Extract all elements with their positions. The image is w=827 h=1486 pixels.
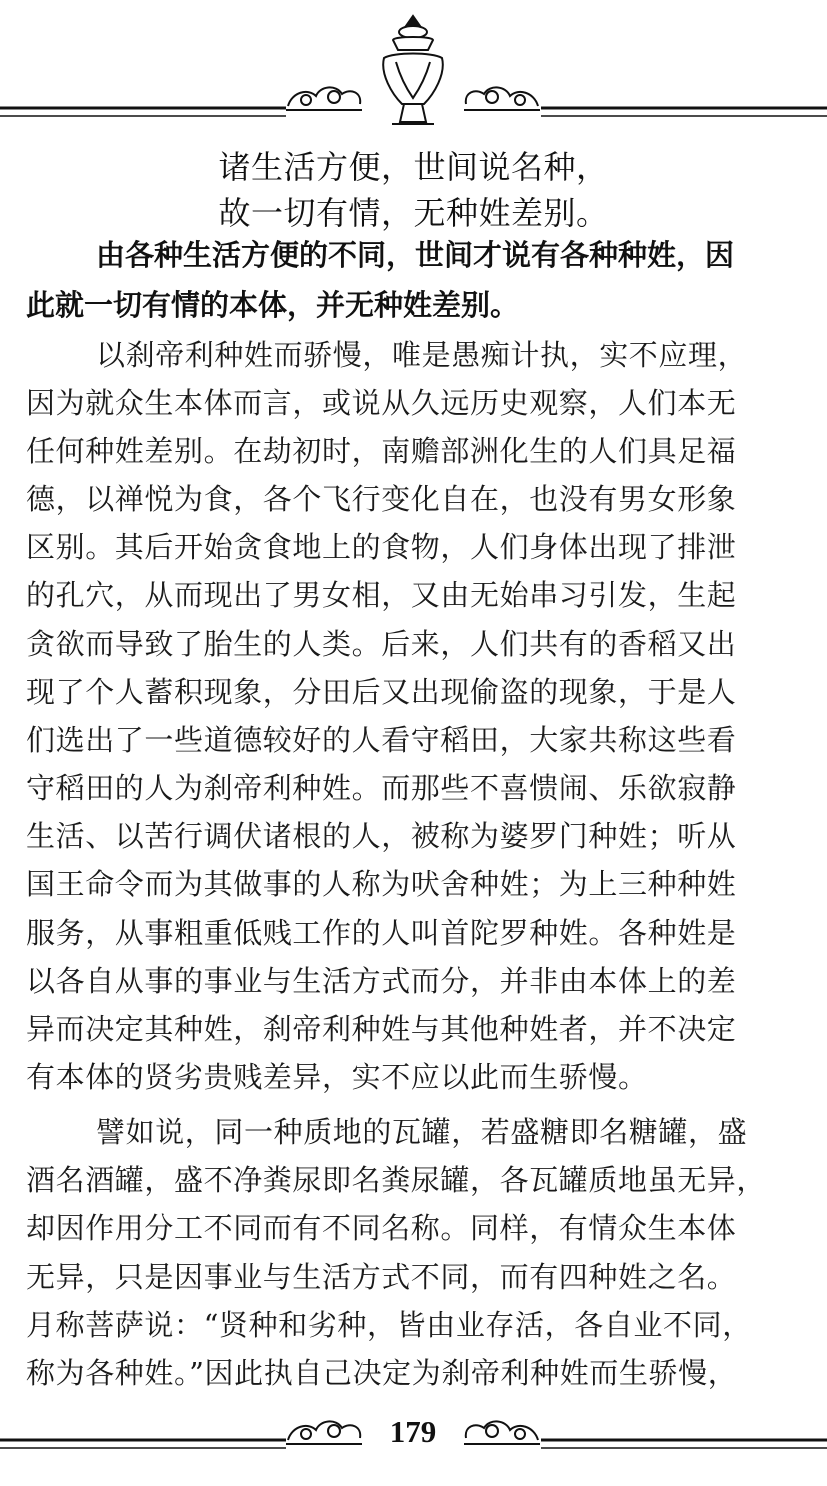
paragraph-line: 的孔穴，从而现出了男女相，又由无始串习引发，生起 [26,578,737,612]
paragraph-line: 譬如说，同一种质地的瓦罐，若盛糖即名糖罐，盛 [96,1115,748,1149]
paragraph-line: 区别。其后开始贪食地上的食物，人们身体出现了排泄 [26,530,737,564]
paragraph-line: 贪欲而导致了胎生的人类。后来，人们共有的香稻又出 [26,627,737,661]
paragraph-line: 现了个人蓄积现象，分田后又出现偷盗的现象，于是人 [26,675,737,709]
footer-rule-right [541,1440,827,1448]
paragraph-line: 们选出了一些道德较好的人看守稻田，大家共称这些看 [26,723,737,757]
summary-line-2: 此就一切有情的本体，并无种姓差别。 [26,288,520,322]
footer-cloud-right-icon [464,1421,540,1444]
verse-line-1: 诸生活方便，世间说名种， [218,148,609,186]
paragraph-line: 酒名酒罐，盛不净粪尿即名粪尿罐，各瓦罐质地虽无异， [26,1163,767,1197]
paragraph-line: 以各自从事的事业与生活方式而分，并非由本体上的差 [26,964,737,998]
paragraph-line: 却因作用分工不同而有不同名称。同样，有情众生本体 [26,1211,737,1245]
vase-ornament-icon [383,16,443,124]
paragraph-line: 称为各种姓。”因此执自己决定为刹帝利种姓而生骄慢， [26,1356,738,1390]
summary-line-1: 由各种生活方便的不同，世间才说有各种种姓，因 [96,238,735,272]
paragraph-line: 无异，只是因事业与生活方式不同，而有四种姓之名。 [26,1260,737,1294]
header-rule-right [541,108,827,116]
paragraph-line: 异而决定其种姓，刹帝利种姓与其他种姓者，并不决定 [26,1012,737,1046]
cloud-scroll-right-icon [464,87,540,110]
paragraph-line: 因为就众生本体而言，或说从久远历史观察，人们本无 [26,386,737,420]
paragraph-line: 服务，从事粗重低贱工作的人叫首陀罗种姓。各种姓是 [26,916,737,950]
paragraph-line: 守稻田的人为刹帝利种姓。而那些不喜愦闹、乐欲寂静 [26,771,737,805]
paragraph-line: 月称菩萨说：“贤种和劣种，皆由业存活，各自业不同， [26,1308,752,1342]
cloud-scroll-left-icon [286,87,362,110]
verse-line-2: 故一切有情，无种姓差别。 [218,194,609,232]
paragraph-line: 以刹帝利种姓而骄慢，唯是愚痴计执，实不应理， [96,338,748,372]
paragraph-line: 生活、以苦行调伏诸根的人，被称为婆罗门种姓；听从 [26,819,737,853]
header-rule-left [0,108,286,116]
paragraph-line: 任何种姓差别。在劫初时，南赡部洲化生的人们具足福 [26,434,737,468]
footer-rule-left [0,1440,286,1448]
paragraph-line: 德，以禅悦为食，各个飞行变化自在，也没有男女形象 [26,482,737,516]
paragraph-line: 有本体的贤劣贵贱差异，实不应以此而生骄慢。 [26,1060,648,1094]
page-number: 179 [389,1414,437,1449]
header-ornament [0,0,827,135]
footer-cloud-left-icon [286,1421,362,1444]
paragraph-line: 国王命令而为其做事的人称为吠舍种姓；为上三种种姓 [26,867,737,901]
